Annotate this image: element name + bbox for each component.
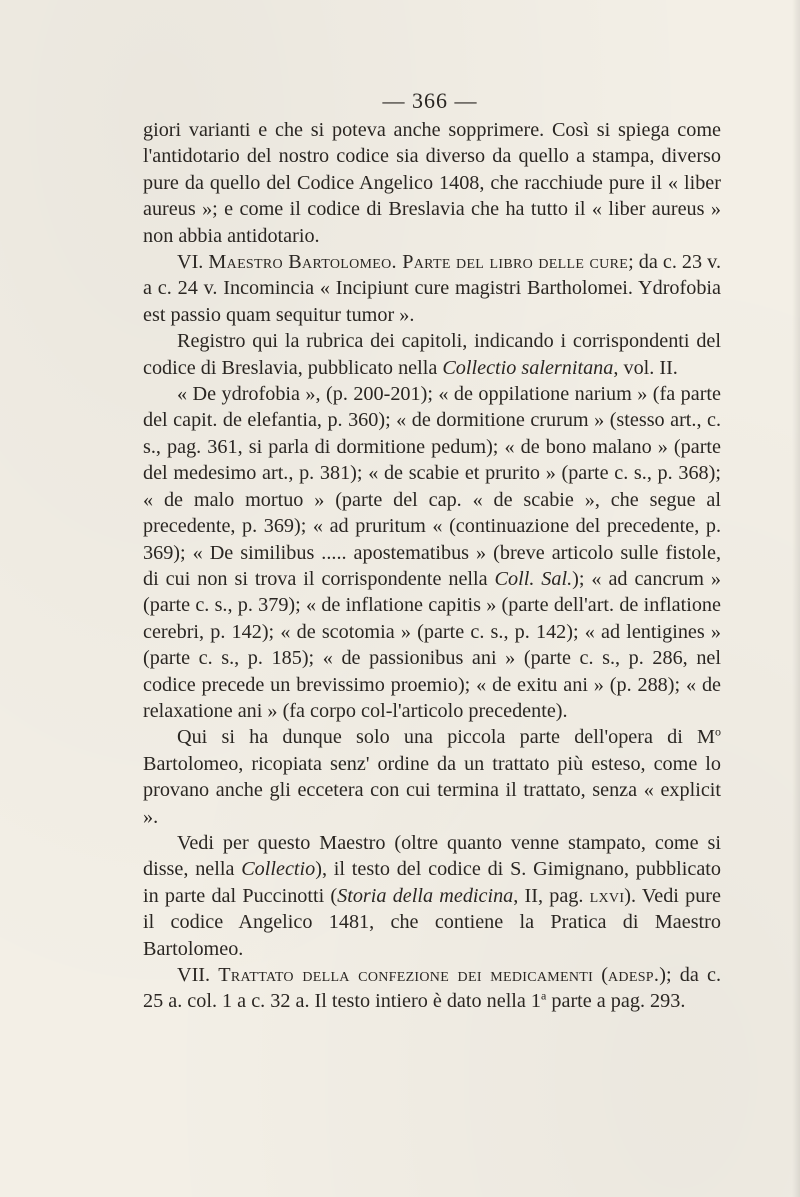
italic-title: Collectio	[241, 858, 316, 881]
page-edge-shadow	[792, 0, 800, 1197]
paragraph-vedi	[143, 830, 721, 962]
section-heading-note: adesp.	[608, 964, 660, 986]
paragraph-registro	[143, 328, 721, 381]
paragraph-text: , vol. II.	[613, 356, 678, 379]
section-heading: Trattato della confezione dei medicamenti	[218, 964, 594, 986]
paragraph-text: ), il testo del codice di S. Gimignano, pubblicato in parte dal Puccinotti (	[143, 858, 721, 907]
section-text: ; da c. 23 v. a c. 24 v. Incomincia « Incipiunt cure magistri Bartholomei. Ydrofobia est passio quam sequitur tumor ».	[143, 251, 721, 326]
paragraph-text: Qui si ha dunque solo una piccola parte dell'opera di M	[177, 726, 715, 749]
roman-numeral: lxvi	[589, 884, 625, 907]
paragraph-text: giori varianti e che si poteva anche sopprimere. Così si spiega come l'antidotario del nostro codice sia diverso da quello a stampa, diverso pure da quello del Codice Angelico 1408, che racchiude pure il « liber aureus »; e come il codice di Breslavia che ha tutto il « liber aureus » non abbia antidotario.	[143, 119, 721, 247]
italic-title: Storia della medicina	[337, 884, 514, 907]
section-number: VII.	[177, 964, 211, 986]
paragraph-qui	[143, 724, 721, 830]
section-vii: VII. Trattato della confezione dei medicamenti (adesp.); da c. 25 a. col. 1 a c. 32 a. Il testo intiero è dato nella 1$^a$ parte a pag. 293.	[143, 964, 721, 1013]
paragraph-continuation	[143, 117, 721, 249]
body-text	[143, 117, 721, 1015]
section-text: parte a pag. 293.	[546, 990, 686, 1013]
paragraph-chapter-list	[143, 381, 721, 724]
paragraph-text: ). Vedi pure il codice Angelico 1481, che contiene la Pratica di Maestro Bartolomeo.	[143, 884, 721, 960]
paragraph-text: , II, pag.	[513, 884, 584, 907]
section-text: ; da c. 25 a. col. 1 a c. 32 a. Il testo intiero è dato nella 1	[143, 964, 721, 1013]
paragraph-text: « De ydrofobia », (p. 200-201); « de oppilatione narium » (fa parte del capit. de elefantia, p. 360); « de dormitione crurum » (stesso art., c. s., pag. 361, si parla di dormitione pedum); « de bono malano » (parte del medesimo art., p. 381); « de scabie et prurito » (parte c. s., p. 368); « de malo mortuo » (parte del cap. « de scabie », che segue al precedente, p. 369); « ad pruritum « (continuazione del precedente, p. 369); « De similibus ..... apostematibus » (breve articolo sulle fistole, di cui non si trova il corrispondente nella	[143, 383, 721, 590]
italic-title: Collectio salernitana	[442, 356, 614, 379]
paragraph-text: Bartolomeo, ricopiata senz' ordine da un trattato più esteso, come lo provano anche gli eccetera con cui termina il trattato, senza « explicit ».	[143, 752, 721, 828]
paragraph-text: Vedi per questo Maestro (oltre quanto venne stampato, come si disse, nella	[143, 831, 721, 881]
paragraph-text: ); « ad cancrum » (parte c. s., p. 379); « de inflatione capitis » (parte dell'art. de inflatione cerebri, p. 142); « de scotomia » (parte c. s., p. 142); « ad lentigines » (parte c. s., p. 185); « de passionibus ani » (parte c. s., p. 286, nel codice precede un brevissimo proemio); « de exitu ani » (p. 288); « de relaxatione ani » (fa corpo col-l'articolo precedente).	[143, 567, 721, 722]
superscript: o	[715, 724, 721, 739]
italic-title: Coll. Sal.	[494, 567, 573, 590]
superscript: a	[541, 988, 547, 1003]
section-heading: Maestro Bartolomeo. Parte del libro delle cure	[208, 251, 629, 274]
paragraph-text: Registro qui la rubrica dei capitoli, indicando i corrispondenti del codice di Breslavia, pubblicato nella	[143, 330, 721, 379]
section-vi	[143, 249, 721, 328]
section-number: VI.	[177, 251, 204, 274]
page-number: — 366 —	[382, 88, 478, 113]
